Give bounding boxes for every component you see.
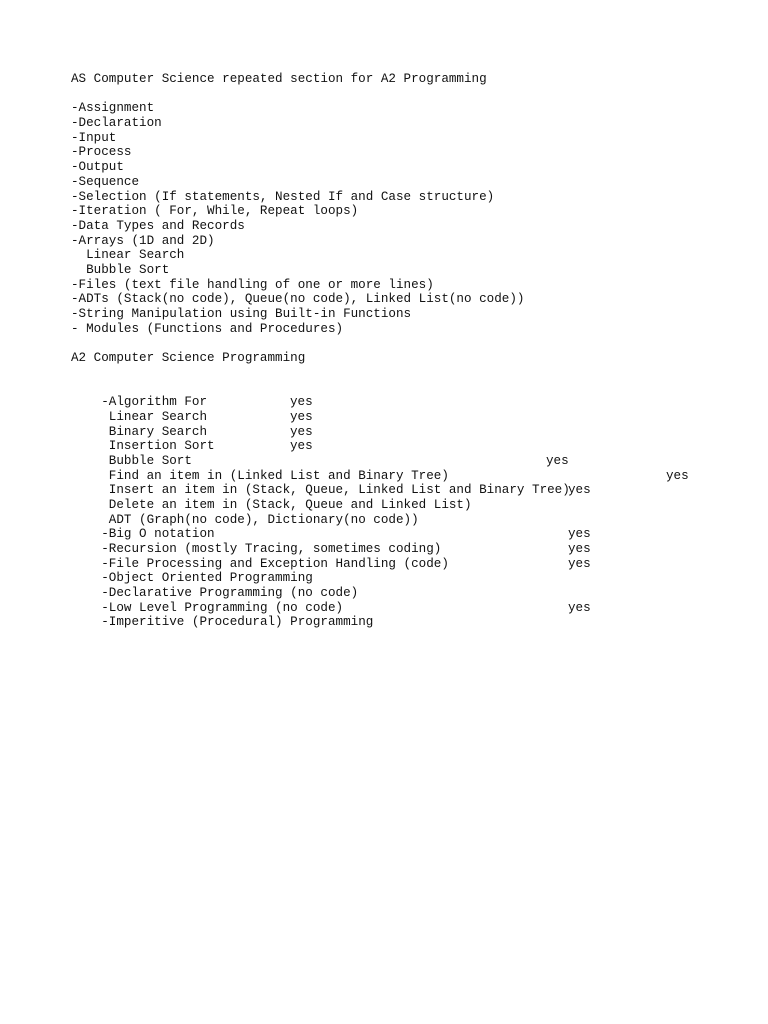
a2-item-text: -Recursion (mostly Tracing, sometimes coding): [101, 542, 442, 557]
a2-list-item: [71, 439, 570, 468]
a2-item-text: Binary Search: [101, 424, 208, 439]
a2-item-mark: yes: [546, 453, 569, 468]
a2-list-item: [71, 556, 591, 586]
a2-item-text: Insert an item in (Stack, Queue, Linked List and Binary Tree): [101, 483, 570, 498]
as-list-item: -Files (text file handling of one or more lines): [71, 277, 434, 292]
as-list-subitem: Linear Search: [71, 248, 185, 263]
as-list-item: -Sequence: [71, 174, 140, 189]
a2-list-item: [71, 600, 591, 630]
a2-item-mark: yes: [568, 483, 591, 498]
a2-item-mark: yes: [568, 527, 591, 542]
a2-item-text: -Object Oriented Programming: [101, 571, 313, 586]
a2-item-text: -Algorithm For: [101, 395, 208, 410]
a2-list-item: [71, 527, 591, 557]
a2-item-mark: yes: [666, 468, 689, 483]
as-list-item: -Arrays (1D and 2D): [71, 233, 215, 248]
as-list-item: -Input: [71, 130, 117, 145]
a2-item-text: -Imperitive (Procedural) Programming: [101, 615, 374, 630]
a2-list-item: [71, 483, 591, 512]
a2-list-item: [71, 453, 570, 483]
a2-list-item: [71, 586, 570, 615]
a2-item-text: -Declarative Programming (no code): [101, 586, 359, 601]
a2-item-mark: yes: [290, 409, 313, 424]
a2-item-text: ADT (Graph(no code), Dictionary(no code)): [101, 512, 419, 527]
as-list-item: -Data Types and Records: [71, 218, 245, 233]
document-page: [71, 72, 689, 630]
a2-item-text: -File Processing and Exception Handling (code): [101, 556, 449, 571]
as-list-item: -Declaration: [71, 116, 162, 131]
as-list-item: -Iteration ( For, While, Repeat loops): [71, 204, 359, 219]
a2-item-mark: yes: [290, 424, 313, 439]
as-list-item: -Process: [71, 145, 132, 160]
a2-item-text: Insertion Sort: [101, 439, 215, 454]
as-list-item: -ADTs (Stack(no code), Queue(no code), Linked List(no code)): [71, 292, 525, 307]
a2-list-item: [71, 468, 689, 498]
a2-list-item: [71, 409, 570, 439]
a2-item-text: Bubble Sort: [101, 453, 192, 468]
a2-list-item: [71, 513, 570, 542]
as-section-title: AS Computer Science repeated section for A2 Programming: [71, 72, 487, 86]
as-list-item: -String Manipulation using Built-in Functions: [71, 307, 412, 321]
a2-item-text: -Big O notation: [101, 527, 215, 542]
as-list-item: -Assignment: [71, 101, 155, 116]
a2-item-mark: yes: [568, 600, 591, 615]
a2-item-text: Linear Search: [101, 409, 208, 424]
a2-item-mark: yes: [568, 542, 591, 556]
blank-line: [71, 336, 570, 351]
blank-line: [71, 366, 570, 381]
a2-section-title: A2 Computer Science Programming: [71, 351, 306, 366]
as-list-item: -Selection (If statements, Nested If and Case structure): [71, 189, 495, 204]
a2-list-item: [71, 571, 570, 601]
a2-list-item: [71, 498, 570, 527]
a2-list-item: [71, 424, 570, 454]
a2-item-mark: yes: [568, 556, 591, 571]
as-list-subitem: Bubble Sort: [71, 262, 170, 277]
a2-item-mark: yes: [290, 439, 313, 454]
a2-list-item: [71, 395, 570, 424]
a2-item-text: Find an item in (Linked List and Binary Tree): [101, 468, 449, 483]
as-list-item: - Modules (Functions and Procedures): [71, 321, 344, 336]
a2-item-mark: yes: [290, 395, 313, 410]
as-list-item: -Output: [71, 160, 124, 175]
a2-list-item: [71, 542, 591, 571]
a2-item-text: Delete an item in (Stack, Queue and Linked List): [101, 497, 472, 512]
blank-line: [71, 87, 570, 102]
a2-item-text: -Low Level Programming (no code): [101, 600, 344, 615]
